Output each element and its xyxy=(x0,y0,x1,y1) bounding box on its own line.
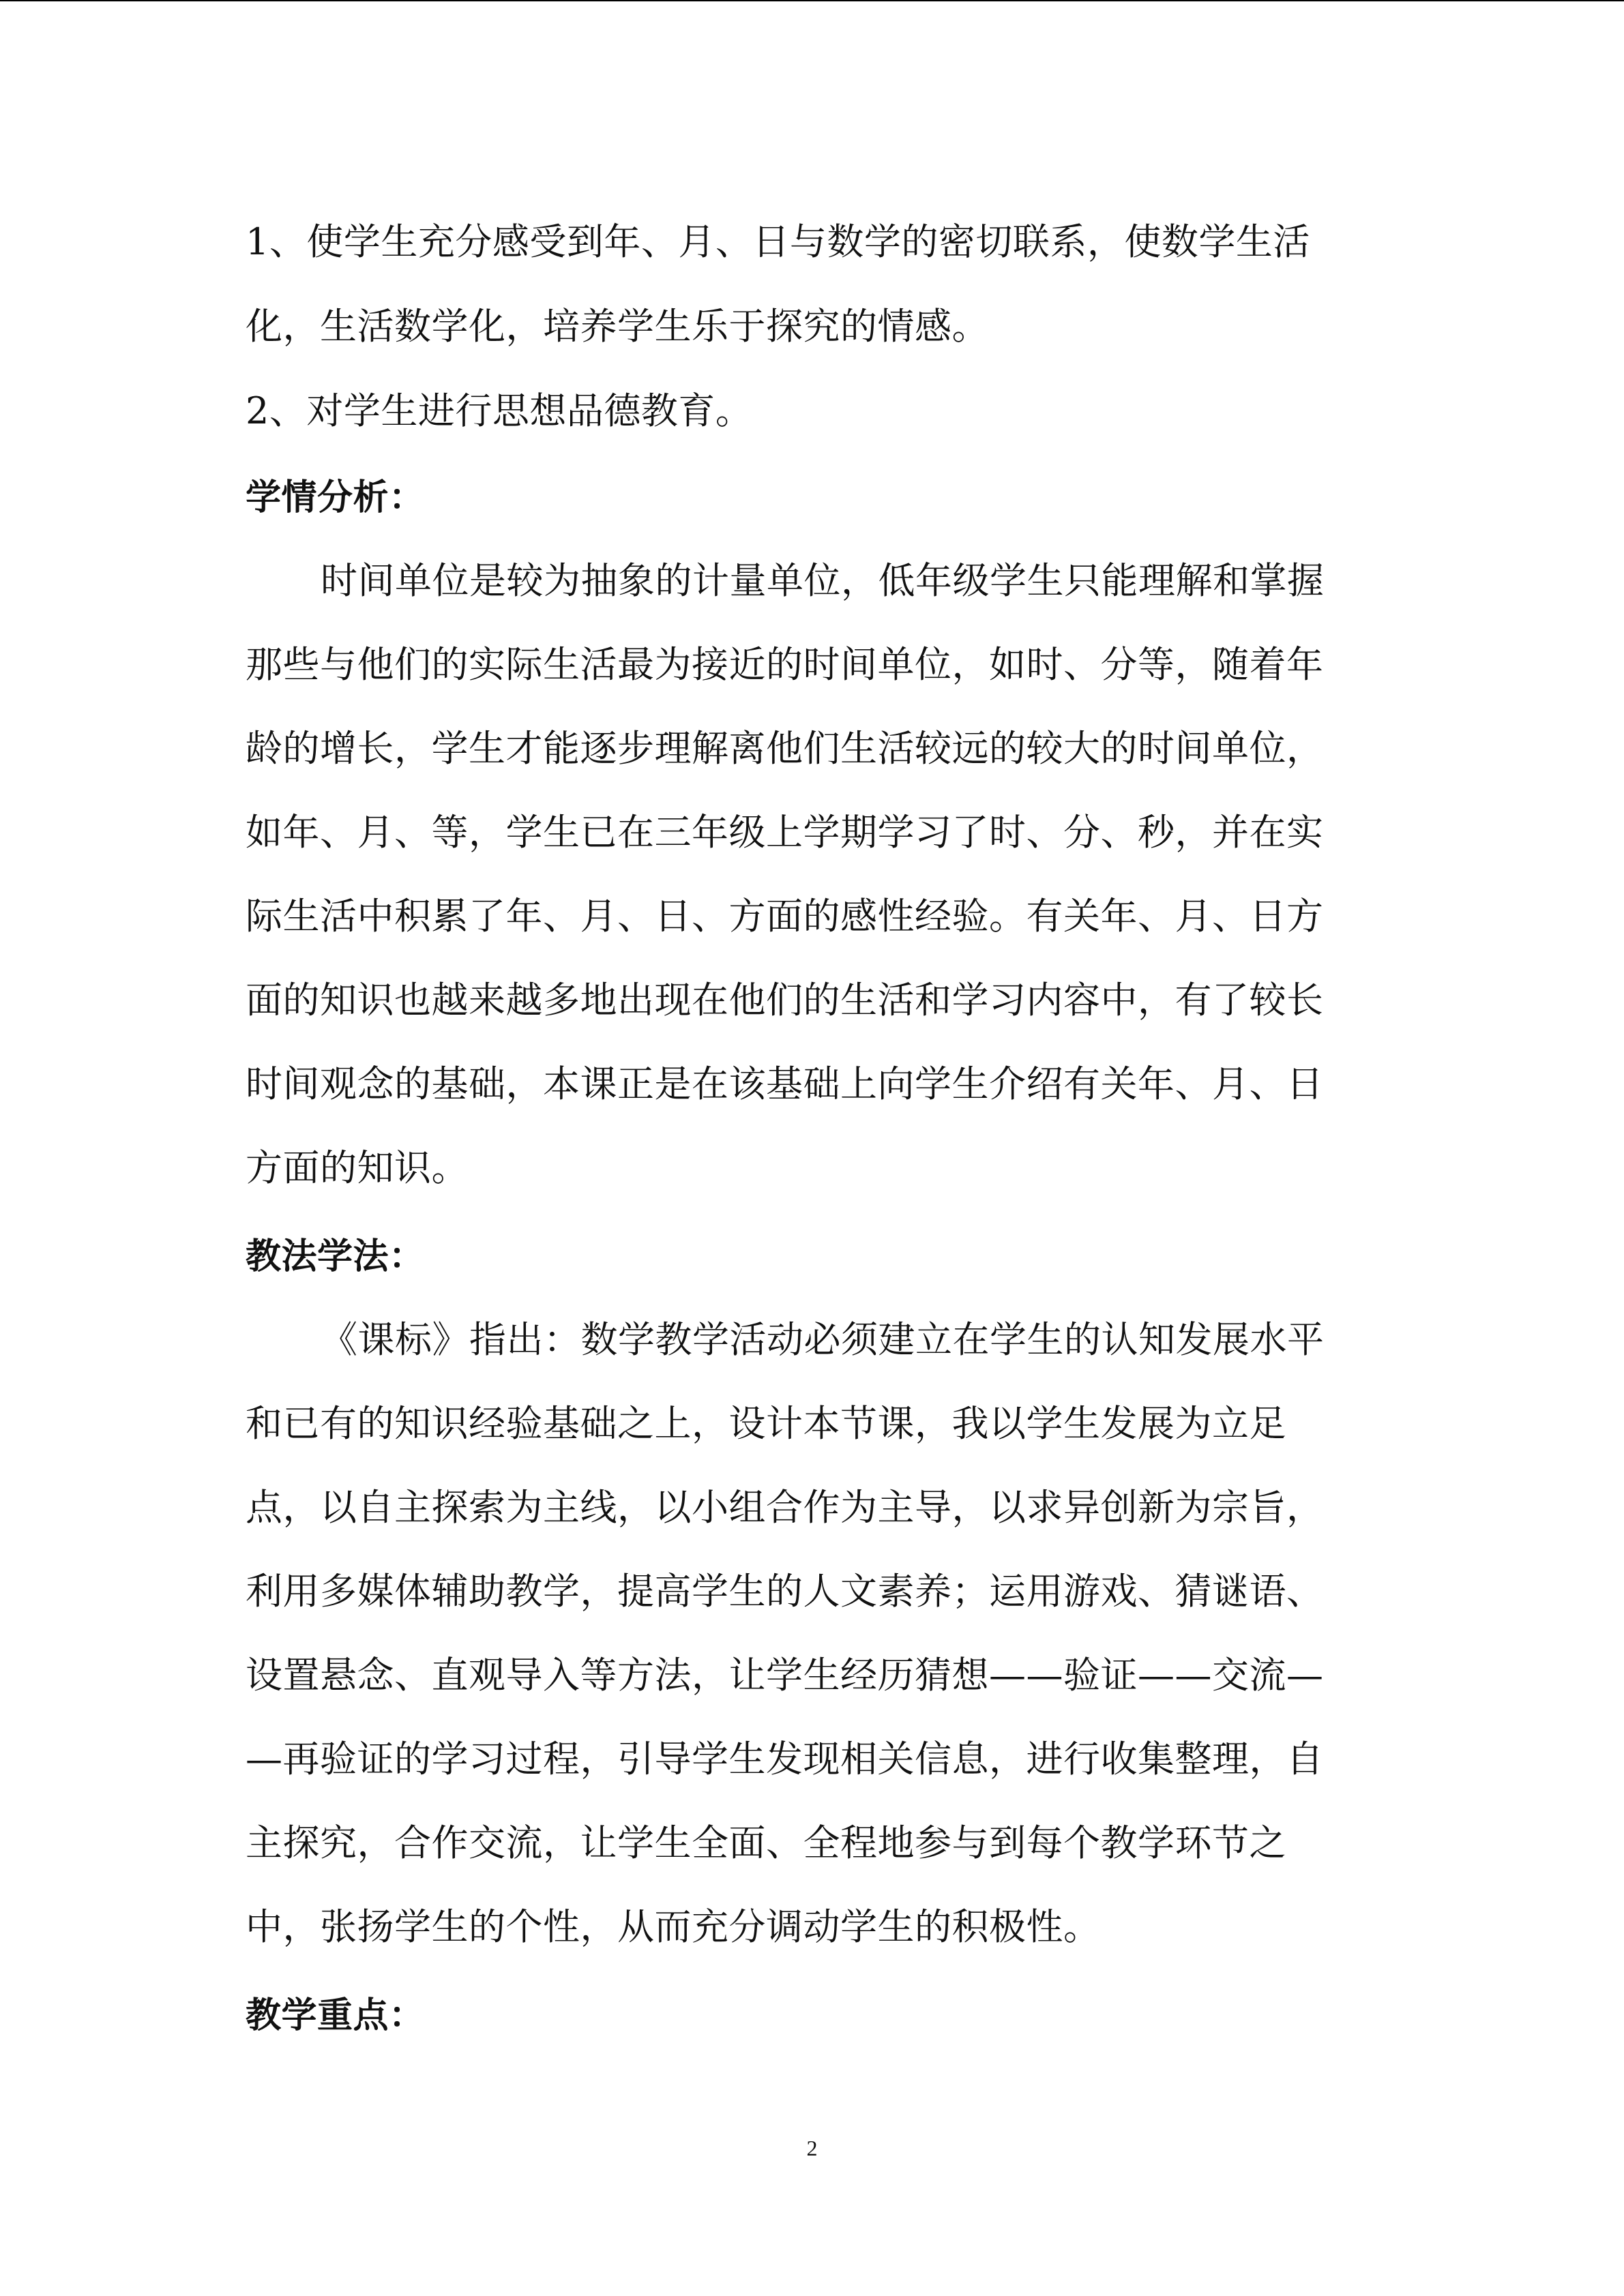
methods-line: —再验证的学习过程，引导学生发现相关信息，进行收集整理，自 xyxy=(246,1738,1324,1780)
methods-line: 主探究，合作交流，让学生全面、全程地参与到每个教学环节之 xyxy=(246,1821,1286,1864)
student-analysis-heading: 学情分析： xyxy=(246,477,425,518)
student-analysis-line: 时间单位是较为抽象的计量单位，低年级学生只能理解和掌握 xyxy=(321,559,1325,602)
methods-line: 设置悬念、直观导入等方法，让学生经历猜想——验证——交流— xyxy=(246,1654,1324,1697)
objective-item-1-line-2: 化，生活数学化，培养学生乐于探究的情感。 xyxy=(246,305,989,348)
student-analysis-line: 如年、月、等，学生已在三年级上学期学习了时、分、秒，并在实 xyxy=(246,811,1324,854)
methods-line: 利用多媒体辅助教学，提高学生的人文素养；运用游戏、猜谜语、 xyxy=(246,1570,1324,1613)
objective-item-1-line-1: 1、使学生充分感受到年、月、日与数学的密切联系，使数学生活 xyxy=(246,220,1310,263)
student-analysis-line: 方面的知识。 xyxy=(246,1146,469,1189)
methods-line: 和已有的知识经验基础之上，设计本节课，我以学生发展为立足 xyxy=(246,1402,1286,1445)
student-analysis-line: 那些与他们的实际生活最为接近的时间单位，如时、分等，随着年 xyxy=(246,643,1324,686)
page-number: 2 xyxy=(806,2136,818,2160)
methods-heading: 教法学法： xyxy=(246,1236,425,1277)
student-analysis-line: 时间观念的基础，本课正是在该基础上向学生介绍有关年、月、日 xyxy=(246,1062,1324,1105)
methods-line: 点，以自主探索为主线，以小组合作为主导，以求异创新为宗旨， xyxy=(246,1486,1324,1529)
key-points-heading: 教学重点： xyxy=(246,1995,425,2036)
student-analysis-line: 龄的增长，学生才能逐步理解离他们生活较远的较大的时间单位， xyxy=(246,727,1324,770)
objective-item-2: 2、对学生进行思想品德教育。 xyxy=(246,389,753,432)
methods-line: 《课标》指出：数学教学活动必须建立在学生的认知发展水平 xyxy=(321,1318,1325,1361)
student-analysis-line: 际生活中积累了年、月、日、方面的感性经验。有关年、月、日方 xyxy=(246,895,1324,938)
methods-line: 中，张扬学生的个性，从而充分调动学生的积极性。 xyxy=(246,1905,1101,1948)
student-analysis-line: 面的知识也越来越多地出现在他们的生活和学习内容中，有了较长 xyxy=(246,979,1324,1022)
